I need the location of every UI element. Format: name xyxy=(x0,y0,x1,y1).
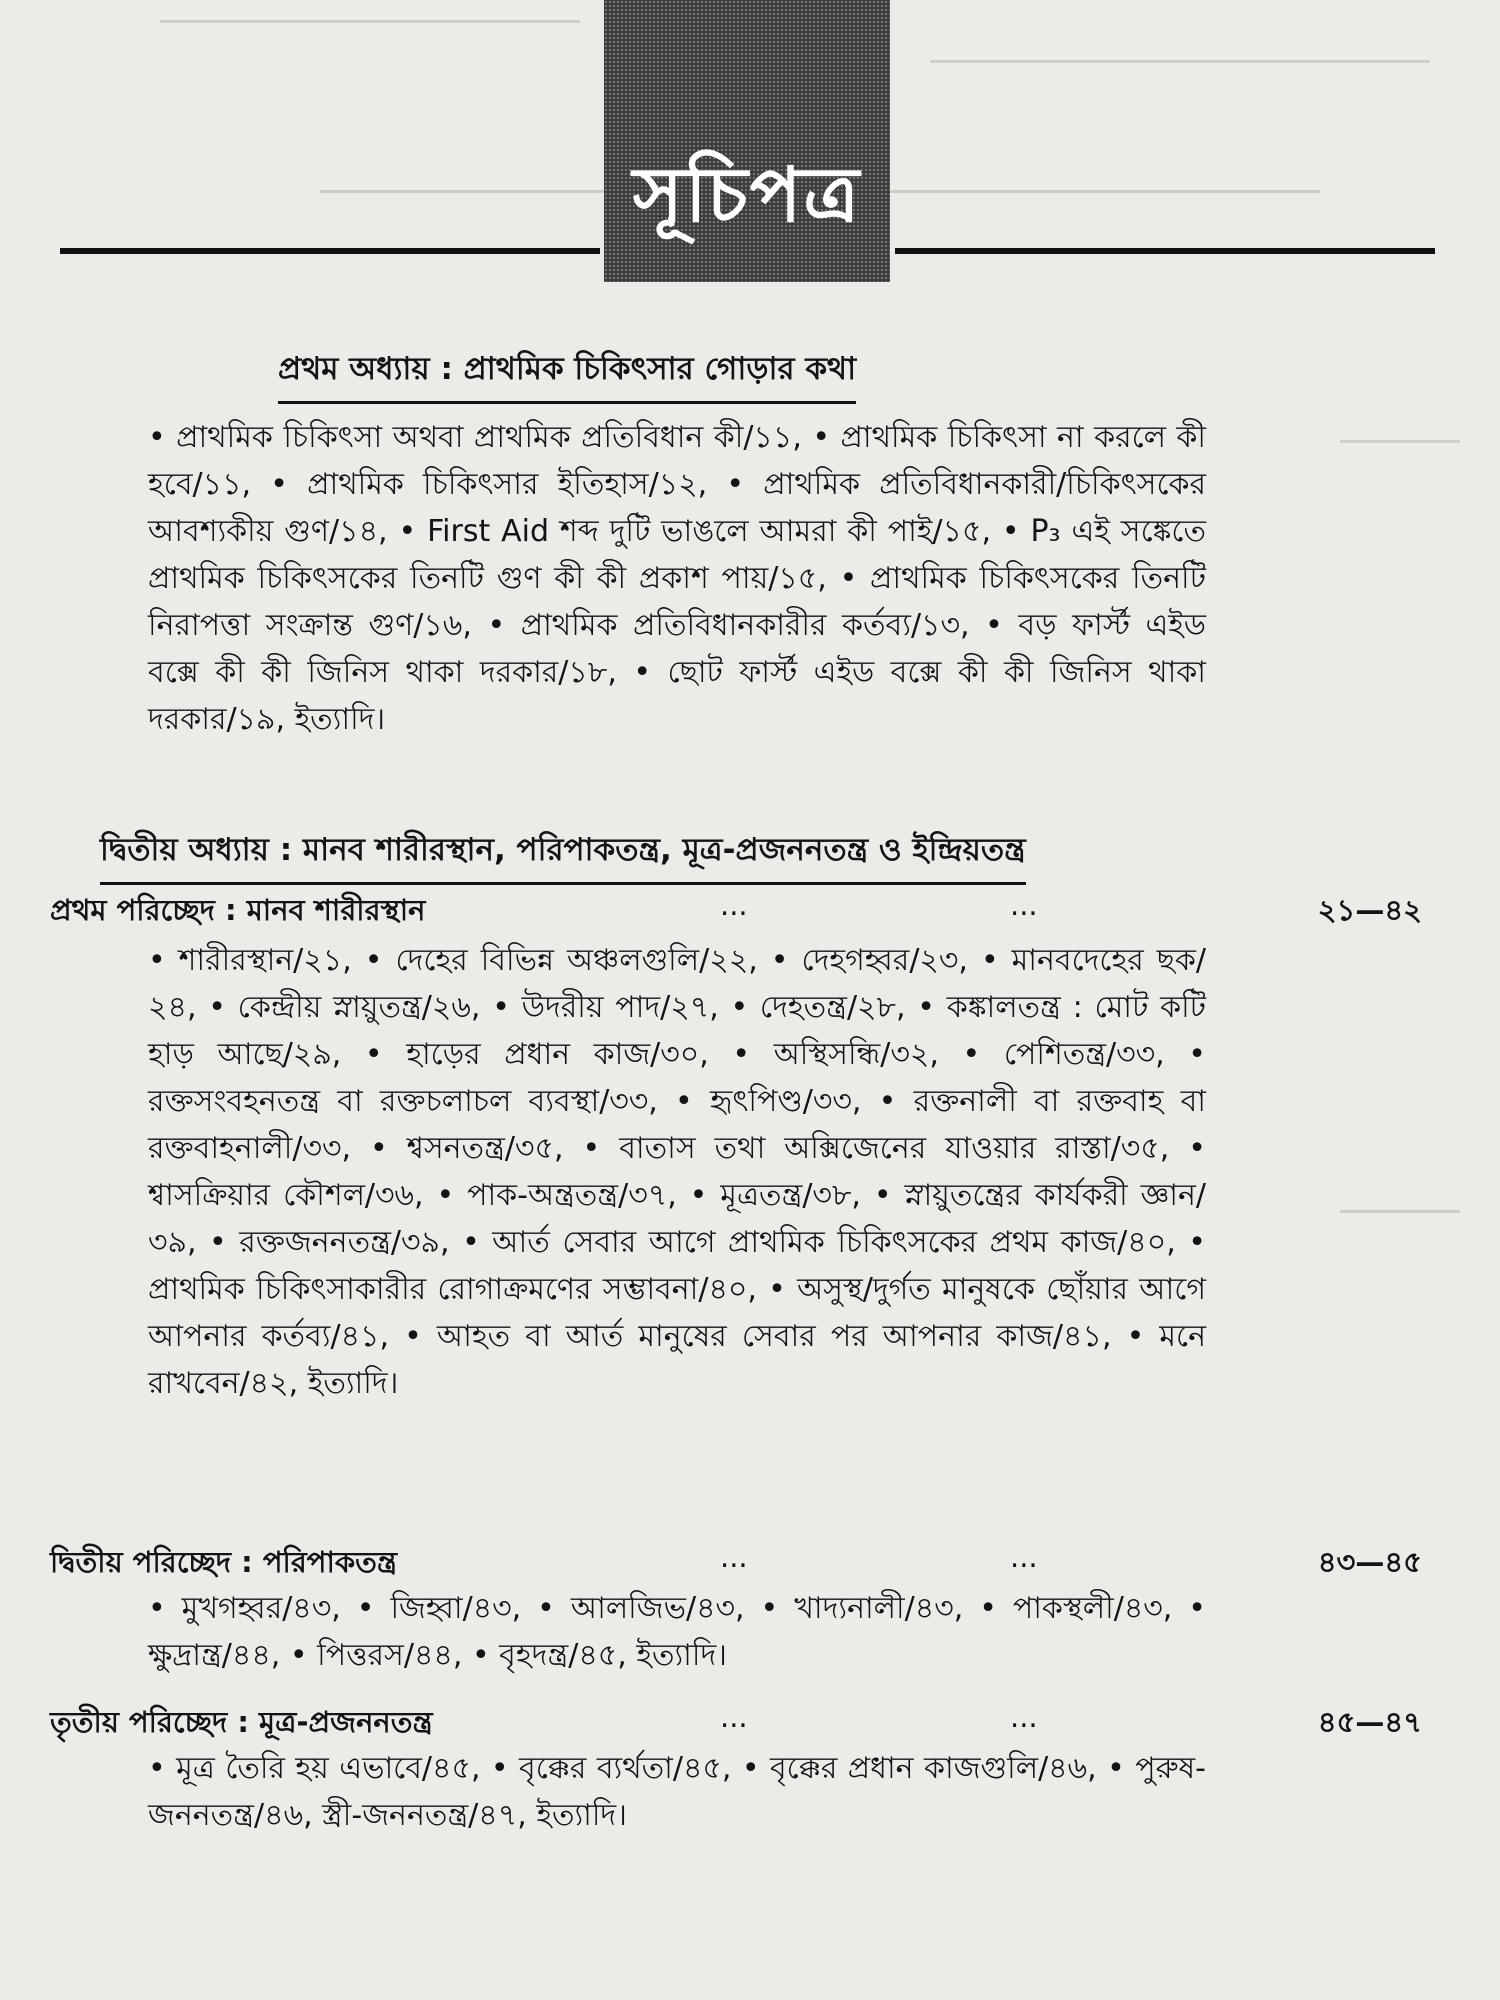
section-heading xyxy=(50,1540,1422,1589)
header-rule-right xyxy=(895,248,1435,254)
show-through-line xyxy=(930,60,1430,63)
leader-dots: ... xyxy=(1010,1700,1038,1734)
header-rule-left xyxy=(60,248,600,254)
chapter-heading: প্রথম অধ্যায় : প্রাথমিক চিকিৎসার গোড়ার কথা xyxy=(278,345,856,404)
title-box xyxy=(604,0,890,282)
leader-dots: ... xyxy=(1010,1540,1038,1574)
section-contents: • মুখগহ্বর/৪৩, • জিহ্বা/৪৩, • আলজিভ/৪৩, • খাদ্যনালী/৪৩, • পাকস্থলী/৪৩, • ক্ষুদ্রান্ত্র/৪৪, • পিত্তরস/৪৪, • বৃহদন্ত্র/৪৫, ইত্যাদি। xyxy=(148,1591,1206,1673)
page-range: ৪৩—৪৫ xyxy=(1317,1545,1422,1579)
section-contents: • শারীরস্থান/২১, • দেহের বিভিন্ন অঞ্চলগুলি/২২, • দেহগহ্বর/২৩, • মানবদেহের ছক/২৪, • কেন্দ্রীয় স্নায়ুতন্ত্র/২৬, • উদরীয় পাদ/২৭, • দেহতন্ত্র/২৮, • কঙ্কালতন্ত্র : মোট কটি হাড় আছে/২৯, • হাড়ের প্রধান কাজ/৩০, • অস্থিসন্ধি/৩২, • পেশিতন্ত্র/৩৩, • রক্তসংবহনতন্ত্র বা রক্তচলাচল ব্যবস্থা/৩৩, • হৃৎপিণ্ড/৩৩, • রক্তনালী বা রক্তবাহ বা রক্তবাহনালী/৩৩, • শ্বসনতন্ত্র/৩৫, • বাতাস তথা অক্সিজেনের যাওয়ার রাস্তা/৩৫, • শ্বাসক্রিয়ার কৌশল/৩৬, • পাক-অন্ত্রতন্ত্র/৩৭, • মূত্রতন্ত্র/৩৮, • স্নায়ুতন্ত্রের কার্যকরী জ্ঞান/৩৯, • রক্তজননতন্ত্র/৩৯, • আর্ত সেবার আগে প্রাথমিক চিকিৎসকের প্রথম কাজ/৪০, • প্রাথমিক চিকিৎসাকারীর রোগাক্রমণের সম্ভাবনা/৪০, • অসুস্থ/দুর্গত মানুষকে ছোঁয়ার আগে আপনার কর্তব্য/৪১, • আহত বা আর্ত মানুষের সেবার পর আপনার কাজ/৪১, • মনে রাখবেন/৪২, ইত্যাদি। xyxy=(148,943,1206,1401)
page-range: ২১—৪২ xyxy=(1317,893,1422,927)
page-title: সূচিপত্র xyxy=(632,150,862,239)
leader-dots: ... xyxy=(720,1700,748,1734)
leader-dots: ... xyxy=(720,1540,748,1574)
page-range: ৪৫—৪৭ xyxy=(1317,1705,1422,1739)
show-through-line xyxy=(1340,440,1460,443)
section-heading xyxy=(50,888,1422,937)
leader-dots: ... xyxy=(1010,888,1038,922)
show-through-line xyxy=(160,20,580,23)
section-contents: • মূত্র তৈরি হয় এভাবে/৪৫, • বৃক্কের ব্যর্থতা/৪৫, • বৃক্কের প্রধান কাজগুলি/৪৬, • পুরুষ-জননতন্ত্র/৪৬, স্ত্রী-জননতন্ত্র/৪৭, ইত্যাদি। xyxy=(148,1751,1206,1833)
chapter-heading: দ্বিতীয় অধ্যায় : মানব শারীরস্থান, পরিপাকতন্ত্র, মূত্র-প্রজননতন্ত্র ও ইন্দ্রিয়তন্ত্র xyxy=(100,826,1026,885)
leader-dots: ... xyxy=(720,888,748,922)
section-heading xyxy=(50,1700,1422,1749)
chapter-contents: • প্রাথমিক চিকিৎসা অথবা প্রাথমিক প্রতিবিধান কী/১১, • প্রাথমিক চিকিৎসা না করলে কী হবে/১১, • প্রাথমিক চিকিৎসার ইতিহাস/১২, • প্রাথমিক প্রতিবিধানকারী/চিকিৎসকের আবশ্যকীয় গুণ/১৪, • First Aid শব্দ দুটি ভাঙলে আমরা কী পাই/১৫, • P₃ এই সঙ্কেতে প্রাথমিক চিকিৎসকের তিনটি গুণ কী কী প্রকাশ পায়/১৫, • প্রাথমিক চিকিৎসকের তিনটি নিরাপত্তা সংক্রান্ত গুণ/১৬, • প্রাথমিক প্রতিবিধানকারীর কর্তব্য/১৩, • বড় ফার্স্ট এইড বক্সে কী কী জিনিস থাকা দরকার/১৮, • ছোট ফার্স্ট এইড বক্সে কী কী জিনিস থাকা দরকার/১৯, ইত্যাদি। xyxy=(148,420,1206,737)
section-title: দ্বিতীয় পরিচ্ছেদ : পরিপাকতন্ত্র xyxy=(50,1545,398,1579)
show-through-line xyxy=(1340,1210,1460,1213)
section-title: তৃতীয় পরিচ্ছেদ : মূত্র-প্রজননতন্ত্র xyxy=(50,1705,433,1739)
section-title: প্রথম পরিচ্ছেদ : মানব শারীরস্থান xyxy=(50,893,426,927)
